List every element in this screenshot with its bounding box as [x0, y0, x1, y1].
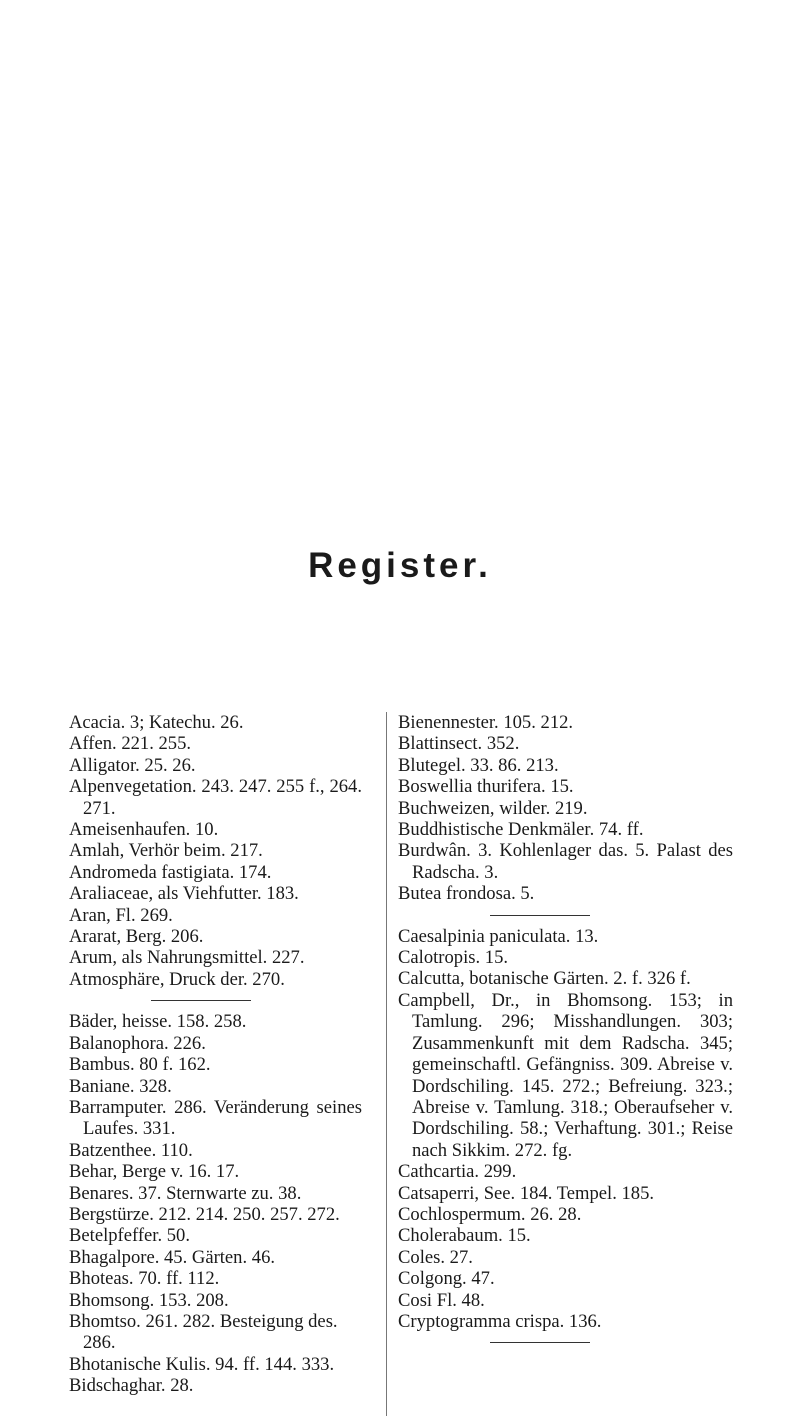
index-entry: Baniane. 328.	[69, 1075, 172, 1097]
index-entry: Bambus. 80 f. 162.	[69, 1054, 211, 1076]
index-column-right	[398, 712, 733, 1353]
index-entry: Amlah, Verhör beim. 217.	[69, 840, 263, 862]
index-entry: Aran, Fl. 269.	[69, 904, 173, 926]
index-entry: Behar, Berge v. 16. 17.	[69, 1161, 240, 1183]
index-entry: Calcutta, botanische Gärten. 2. f. 326 f.	[398, 968, 691, 990]
index-entry: Affen. 221. 255.	[69, 733, 192, 755]
index-entry: Cryptogramma crispa. 136.	[398, 1310, 602, 1332]
index-entry: Betelpfeffer. 50.	[69, 1225, 190, 1247]
index-entry: Cholerabaum. 15.	[398, 1225, 531, 1247]
section-divider	[490, 915, 590, 916]
section-divider-end	[490, 1342, 590, 1343]
index-entry: Bhoteas. 70. ff. 112.	[69, 1268, 220, 1290]
index-group-b-cont	[398, 712, 733, 905]
index-entry: Colgong. 47.	[398, 1268, 495, 1290]
section-divider	[151, 1000, 251, 1001]
column-separator	[386, 712, 387, 1416]
index-group-c	[398, 926, 733, 1333]
index-entry: Barramputer. 286. Veränderung seines Laufes. 331.	[69, 1096, 362, 1140]
index-entry: Bäder, heisse. 158. 258.	[69, 1011, 247, 1033]
index-entry: Alpenvegetation. 243. 247. 255 f., 264. 271.	[69, 776, 362, 819]
index-entry: Atmosphäre, Druck der. 270.	[69, 968, 285, 990]
index-entry: Ameisenhaufen. 10.	[69, 819, 219, 841]
index-entry: Caesalpinia paniculata. 13.	[398, 925, 599, 947]
index-entry: Bergstürze. 212. 214. 250. 257. 272.	[69, 1203, 340, 1225]
index-entry: Blutegel. 33. 86. 213.	[398, 754, 559, 776]
index-entry: Coles. 27.	[398, 1246, 473, 1268]
index-entry: Bhomtso. 261. 282. Besteigung des. 286.	[69, 1310, 338, 1354]
index-column-left	[69, 712, 362, 1397]
index-entry: Bhotanische Kulis. 94. ff. 144. 333.	[69, 1353, 335, 1375]
index-entry: Batzenthee. 110.	[69, 1139, 193, 1161]
index-entry: Cathcartia. 299.	[398, 1161, 517, 1183]
index-entry: Butea frondosa. 5.	[398, 883, 535, 905]
index-entry: Burdwân. 3. Kohlenlager das. 5. Palast des Radscha. 3.	[398, 840, 733, 883]
index-entry: Bhomsong. 153. 208.	[69, 1289, 229, 1311]
index-entry: Araliaceae, als Viehfutter. 183.	[69, 883, 299, 905]
index-entry: Buchweizen, wilder. 219.	[398, 797, 588, 819]
index-entry: Ararat, Berg. 206.	[69, 926, 204, 948]
index-entry: Bienennester. 105. 212.	[398, 712, 574, 733]
index-entry: Blattinsect. 352.	[398, 733, 520, 755]
index-group-b	[69, 1011, 362, 1396]
index-entry: Cochlospermum. 26. 28.	[398, 1203, 582, 1225]
page-title: Register.	[308, 546, 492, 585]
index-group-a	[69, 712, 362, 990]
index-entry: Cosi Fl. 48.	[398, 1289, 485, 1311]
index-entry: Balanophora. 226.	[69, 1032, 206, 1054]
index-entry: Andromeda fastigiata. 174.	[69, 861, 272, 883]
index-entry: Acacia. 3; Katechu. 26.	[69, 712, 244, 733]
index-entry: Campbell, Dr., in Bhomsong. 153; in Tamlung. 296; Misshandlungen. 303; Zusammenkunft mit dem Radscha. 345; gemeinschaftl. Gefängniss. 309. Abreise v. Dordschiling. 145. 272.; Befreiung. 323.; Abreise v. Tamlung. 318.; Oberaufseher v. Dordschiling. 58.; Verhaftung. 301.; Reise nach Sikkim. 272. fg.	[398, 989, 733, 1161]
index-entry: Boswellia thurifera. 15.	[398, 776, 574, 798]
index-entry: Bidschaghar. 28.	[69, 1375, 194, 1397]
index-entry: Buddhistische Denkmäler. 74. ff.	[398, 819, 644, 841]
index-entry: Calotropis. 15.	[398, 947, 509, 969]
index-entry: Benares. 37. Sternwarte zu. 38.	[69, 1182, 302, 1204]
index-entry: Catsaperri, See. 184. Tempel. 185.	[398, 1182, 655, 1204]
index-entry: Bhagalpore. 45. Gärten. 46.	[69, 1246, 276, 1268]
index-entry: Alligator. 25. 26.	[69, 754, 196, 776]
index-entry: Arum, als Nahrungsmittel. 227.	[69, 947, 305, 969]
